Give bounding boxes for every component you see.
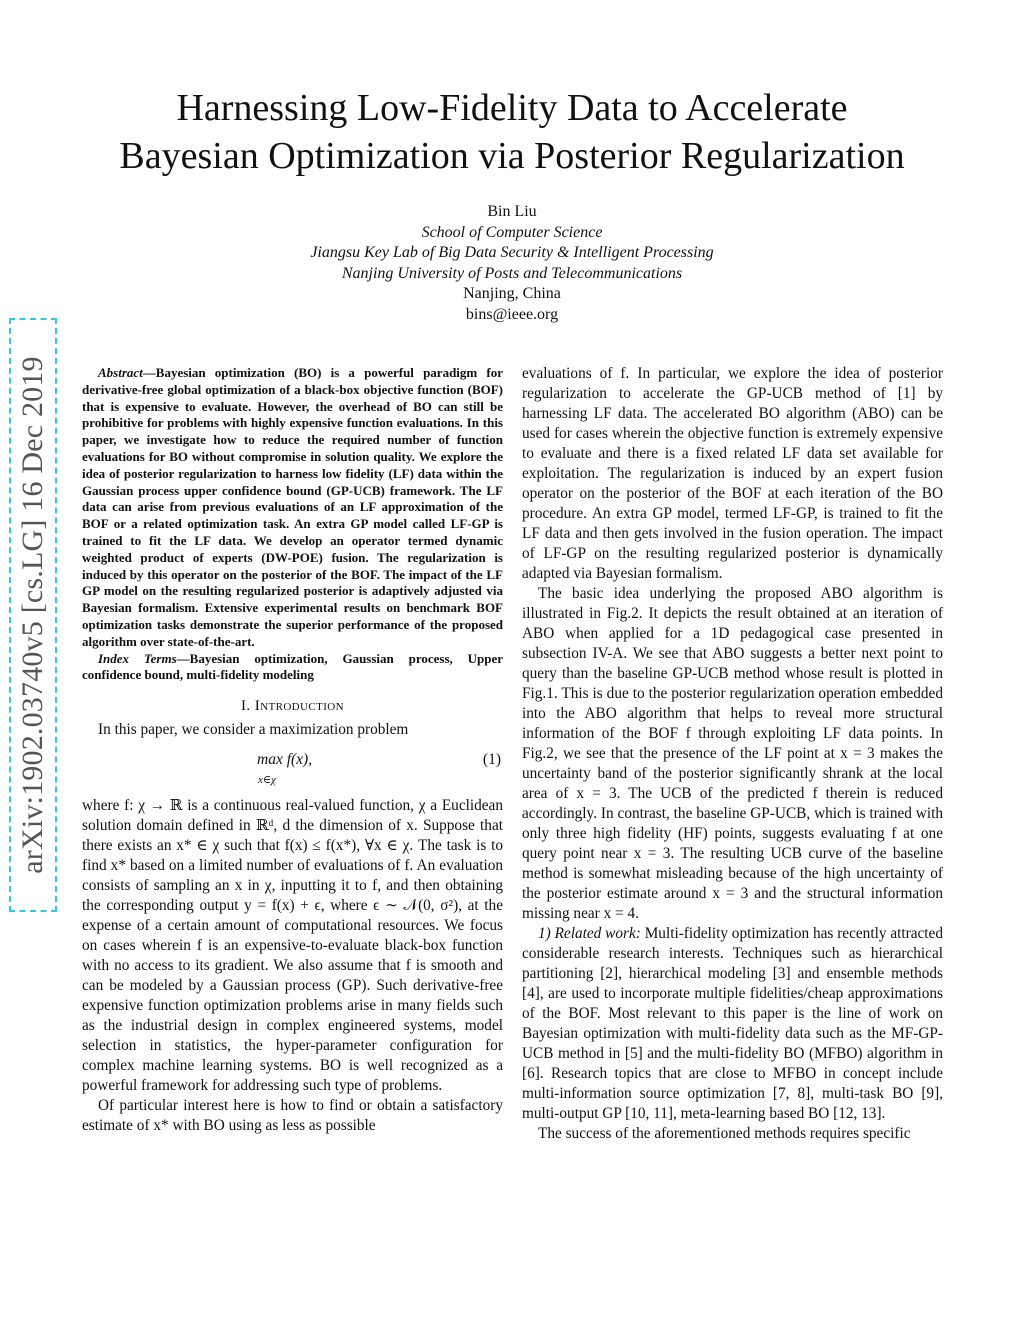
- section-heading-introduction: [82, 696, 503, 716]
- right-paragraph-1: evaluations of f. In particular, we explore the idea of posterior regularization to accelerate the GP-UCB method of [1] by harnessing LF data. The accelerated BO algorithm (ABO) can be used for cases wherein the objective function is extremely expensive to evaluate and there is a fixed related LF data set available for exploitation. The regularization is induced by an expert fusion operator on the posterior of the BOF at each iteration of the BO procedure. An extra GP model, termed LF-GP, is trained to fit the LF data and then gets involved in the fusion operation. The impact of LF-GP on the resulting regularized posterior is dynamically adapted via Bayesian formalism.: [522, 365, 943, 582]
- title-line-2: Bayesian Optimization via Posterior Regularization: [119, 135, 905, 177]
- section-title: Introduction: [254, 698, 344, 715]
- author-name: Bin Liu: [487, 203, 537, 220]
- index-terms-body: —Bayesian optimization, Gaussian process, Upper confidence bound, multi-fidelity modeling: [82, 650, 504, 683]
- equation-subscript: x∈χ: [258, 774, 276, 787]
- arxiv-sidebar-stamp: [9, 318, 57, 912]
- related-work-body: Multi-fidelity optimization has recently attracted considerable research interests. Techniques such as hierarchical partitioning [2], hierarchical modeling [3] and ensemble methods [4], are used to incorporate multiple fidelities/cheap approximations of the BOF. Most relevant to this paper is the line of work on Bayesian optimization with multi-fidelity data such as the MF-GP-UCB method in [5] and the multi-fidelity BO (MFBO) algorithm in [6]. Research topics that are close to MFBO in concept include multi-information source optimization [7, 8], multi-task BO [9], multi-output GP [10, 11], meta-learning based BO [12, 13].: [522, 925, 943, 1122]
- abstract-body: —Bayesian optimization (BO) is a powerful paradigm for derivative-free global optimization of a black-box objective function (BOF) that is expensive to evaluate. However, the overhead of BO can still be prohibitive for problems with highly expensive function evaluations. In this paper, we investigate how to reduce the required number of function evaluations for BO without compromise in solution quality. We explore the idea of posterior regularization to harness low fidelity (LF) data within the Gaussian process upper confidence bound (GP-UCB) framework. The LF data can arise from previous evaluations of an LF approximation of the BOF or a related optimization task. An extra GP model called LF-GP is trained to fit the LF data. We develop an operator termed dynamic weighted product of experts (DW-POE) fusion. The regularization is induced by this operator on the posterior of the BOF. The impact of the LF GP model on the resulting regularized posterior is adaptively adjusted via Bayesian formalism. Extensive experimental results on benchmark BOF optimization tasks demonstrate the superior performance of the proposed algorithm over state-of-the-art.: [82, 365, 503, 649]
- intro-paragraph-1: In this paper, we consider a maximization problem: [98, 721, 409, 739]
- affiliation-school: School of Computer Science: [421, 223, 603, 241]
- equation-body: max f(x),: [257, 751, 313, 769]
- right-paragraph-4: The success of the aforementioned methods requires specific: [538, 1125, 911, 1142]
- section-number: I.: [241, 698, 251, 715]
- affiliation-university: Nanjing University of Posts and Telecommunications: [341, 264, 683, 282]
- author-email[interactable]: bins@ieee.org: [465, 305, 559, 323]
- intro-paragraph-3: Of particular interest here is how to find or obtain a satisfactory estimate of x* with BO using as less as possible: [82, 1097, 503, 1135]
- right-paragraph-2: The basic idea underlying the proposed ABO algorithm is illustrated in Fig.2. It depicts the result obtained at an iteration of ABO when applied for a 1D pedagogical case presented in subsection IV-A. We see that ABO suggests a better next point to query than the baseline GP-UCB method whose result is plotted in Fig.1. This is due to the posterior regularization operation embedded into the ABO algorithm that helps to reveal more structural information of the BOF f through exploiting LF data points. In Fig.2, we see that the presence of the LF point at x = 3 makes the uncertainty band of the posterior significantly shrank at the local area of x = 3. The UCB of the predicted f therein is reduced accordingly. In contrast, the baseline GP-UCB, which is trained with only three high fidelity (HF) points, suggests evaluating f at one query point near x = 3. The resulting UCB curve of the baseline method is somewhat misleading because of the high uncertainty of the posterior estimate around x = 3 and the structural information missing near x = 4.: [522, 585, 943, 922]
- equation-1: [82, 746, 503, 792]
- abstract-label: Abstract: [98, 365, 143, 380]
- affiliation-lab: Jiangsu Key Lab of Big Data Security & Intelligent Processing: [310, 244, 714, 261]
- left-column: [82, 364, 503, 1136]
- related-work-heading: 1) Related work:: [538, 925, 641, 942]
- paper-title: [0, 84, 1024, 180]
- abstract: [82, 365, 503, 651]
- title-line-1: Harnessing Low-Fidelity Data to Accelerate: [176, 87, 848, 129]
- intro-paragraph-2: where f: χ → ℝ is a continuous real-valued function, χ a Euclidean solution domain defined in ℝᵈ, d the dimension of x. Suppose that there exists an x* ∈ χ such that f(x) ≤ f(x*), ∀x ∈ χ. The task is to find x* based on a limited number of evaluations of f. An evaluation consists of sampling an x in χ, inputting it to f, and then obtaining the corresponding output y = f(x) + ϵ, where ϵ ∼ 𝒩(0, σ²), at the expense of a certain amount of computational resources. We focus on cases wherein f is an expensive-to-evaluate black-box function with no access to its gradient. We also assume that f is smooth and can be modeled by a Gaussian process (GP). Such derivative-free expensive function optimization problems arise in many fields such as the industrial design in complex engineered systems, model selection in statistics, the hyper-parameter configuration for complex machine learning systems. BO is well recognized as a powerful framework for addressing such type of problems.: [82, 797, 503, 1095]
- related-work-paragraph: [522, 924, 943, 1124]
- author-location: Nanjing, China: [463, 285, 561, 302]
- index-terms-label: Index Terms: [98, 650, 177, 666]
- equation-number: (1): [482, 751, 501, 769]
- index-terms: [82, 651, 503, 685]
- author-block: [0, 202, 1024, 325]
- arxiv-identifier: arXiv:1902.03740v5 [cs.LG] 16 Dec 2019: [16, 356, 49, 874]
- right-column: [522, 364, 943, 1144]
